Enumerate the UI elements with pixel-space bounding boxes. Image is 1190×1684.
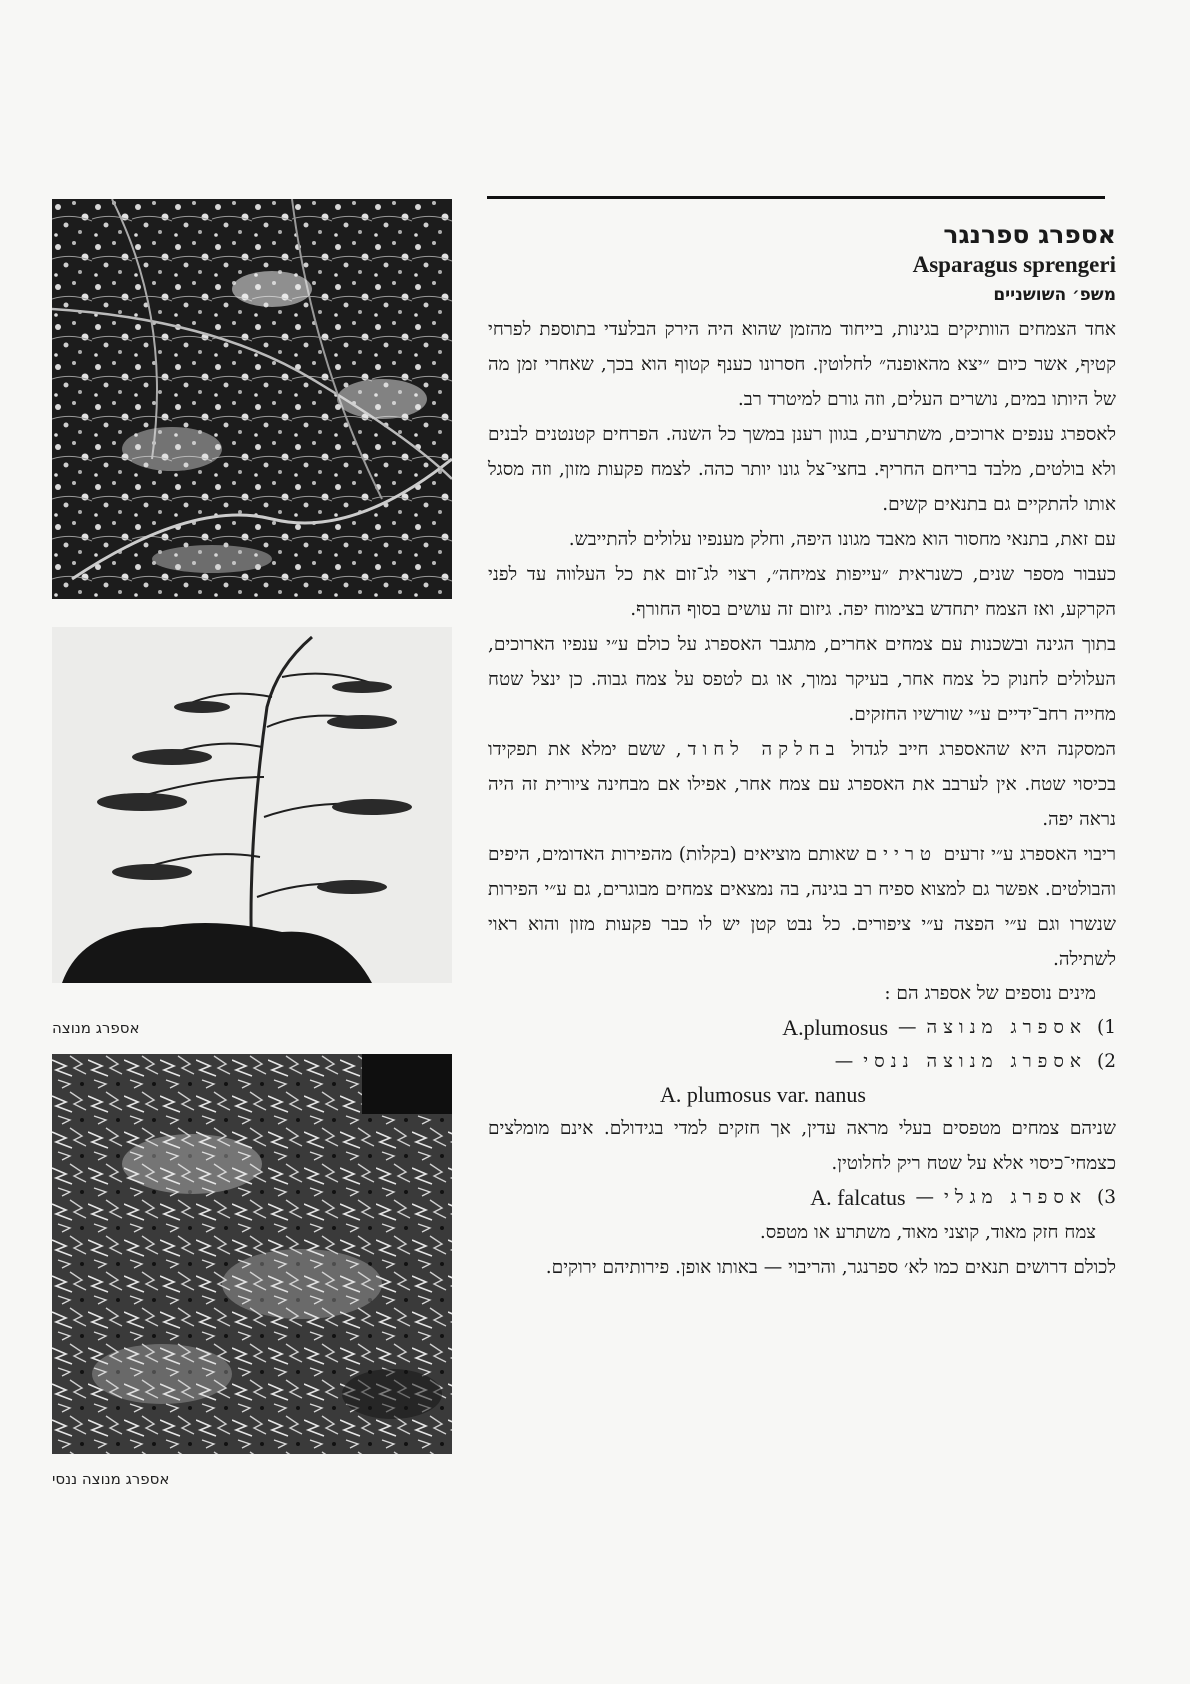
paragraph-7: ריבוי האספרג ע״י זרעים טריים שאותם מוציאים (בקלות) מהפירות האדומים, היפים והבולטים. אפשר גם למצוא ספיח רב בגינה, בה נמצאים צמחים מבוגרים, גם ע״י הפירות שנשרו וגם ע״י הפצה ע״י ציפורים. כל נבט קטן יש לו כבר פקעות מזון והוא ראוי לשתילה.	[488, 844, 1116, 970]
paragraph-6-emphasis: בחלקה לחוד,	[675, 739, 841, 760]
photo-asparagus-plumosus	[52, 627, 452, 983]
species-intro: מינים נוספים של אספרג הם :	[884, 983, 1096, 1004]
photo-asparagus-sprengeri	[52, 199, 452, 599]
paragraph-1: אחד הצמחים הוותיקים בגינות, בייחוד מהזמן שהוא היה הירק הבלעדי בתוספת לפרחי קטיף, אשר כיום ״יצא מהאופנה״ לחלוטין. חסרונו כענף קטוף הוא בכך, שאחרי זמן מה של היותו במים, נושרים העלים, וזה גורם למיטרד רב.	[488, 319, 1116, 410]
article-latin-name: Asparagus sprengeri	[912, 252, 1116, 277]
article-body	[488, 220, 1116, 1285]
species-3: 3) אספרג מגלי — A. falcatus	[810, 1185, 1116, 1210]
article-title: אספרג ספרנגר	[943, 220, 1116, 249]
photo-asparagus-plumosus-nanus	[52, 1054, 452, 1454]
photo-2-caption: אספרג מנוצה	[52, 1019, 140, 1037]
article-paragraphs	[488, 312, 1116, 977]
paragraph-2: לאספרג ענפים ארוכים, משתרעים, בגוון רענן במשך כל השנה. הפרחים קטנטנים לבנים ולא בולטים, מלבד בריחם החריף. בחצי־צל גונו יותר כהה. לצמח פקעות מזון, וזה מסגל אותו להתקיים גם בתנאים קשים.	[488, 424, 1116, 515]
species-2: 2) אספרג מנוצה ננסי —	[834, 1051, 1116, 1072]
species-1: 1) אספרג מנוצה — A.plumosus	[782, 1015, 1116, 1040]
photo-3-caption: אספרג מנוצה ננסי	[52, 1470, 170, 1488]
photo-3-image	[52, 1054, 452, 1454]
paragraph-5: בתוך הגינה ובשכנות עם צמחים אחרים, מתגבר האספרג על כולם ע״י ענפיו הארוכים, העלולים לחנוק כל צמח אחר, בעיקר נמוך, או גם לטפס על צמח גבוה. כן ינצל שטח מחייה רחב־ידיים ע״י שורשיו החזקים.	[488, 634, 1116, 725]
article-family: משפ׳ השושניים	[993, 285, 1116, 305]
photo-1-image	[52, 199, 452, 599]
header-rule	[487, 196, 1105, 199]
photo-2-image	[52, 627, 452, 983]
paragraph-3: עם זאת, בתנאי מחסור הוא מאבד מגונו היפה, וחלק מענפיו עלולים להתייבש.	[568, 529, 1116, 550]
species-3-description: צמח חזק מאוד, קוצני מאוד, משתרע או מטפס.	[759, 1222, 1096, 1243]
paragraph-7-emphasis: טריים	[865, 844, 938, 865]
species-2-description: שניהם צמחים מטפסים בעלי מראה עדין, אך חזקים למדי בגידולם. אינם מומלצים כצמחי־כיסוי אלא על שטח ריק לחלוטין.	[488, 1118, 1116, 1174]
closing-paragraph: לכולם דרושים תנאים כמו לא׳ ספרנגר, והריבוי — באותו אופן. פירותיהם ירוקים.	[545, 1257, 1116, 1278]
paragraph-4: כעבור מספר שנים, כשנראית ״עייפות צמיחה״, רצוי לג־זום את כל העלווה עד לפני הקרקע, ואז הצמח יתחדש בצימוח יפה. גיזום זה עושים בסוף החורף.	[488, 564, 1116, 620]
species-2-latin: A. plumosus var. nanus	[660, 1082, 866, 1107]
paragraph-6: המסקנה היא שהאספרג חייב לגדול בחלקה לחוד, ששם ימלא את תפקידו בכיסוי שטח. אין לערבב את האספרג עם צמח אחר, אפילו אם מבחינה ציורית זה היה נראה יפה.	[488, 739, 1117, 830]
species-list	[488, 977, 1116, 1111]
